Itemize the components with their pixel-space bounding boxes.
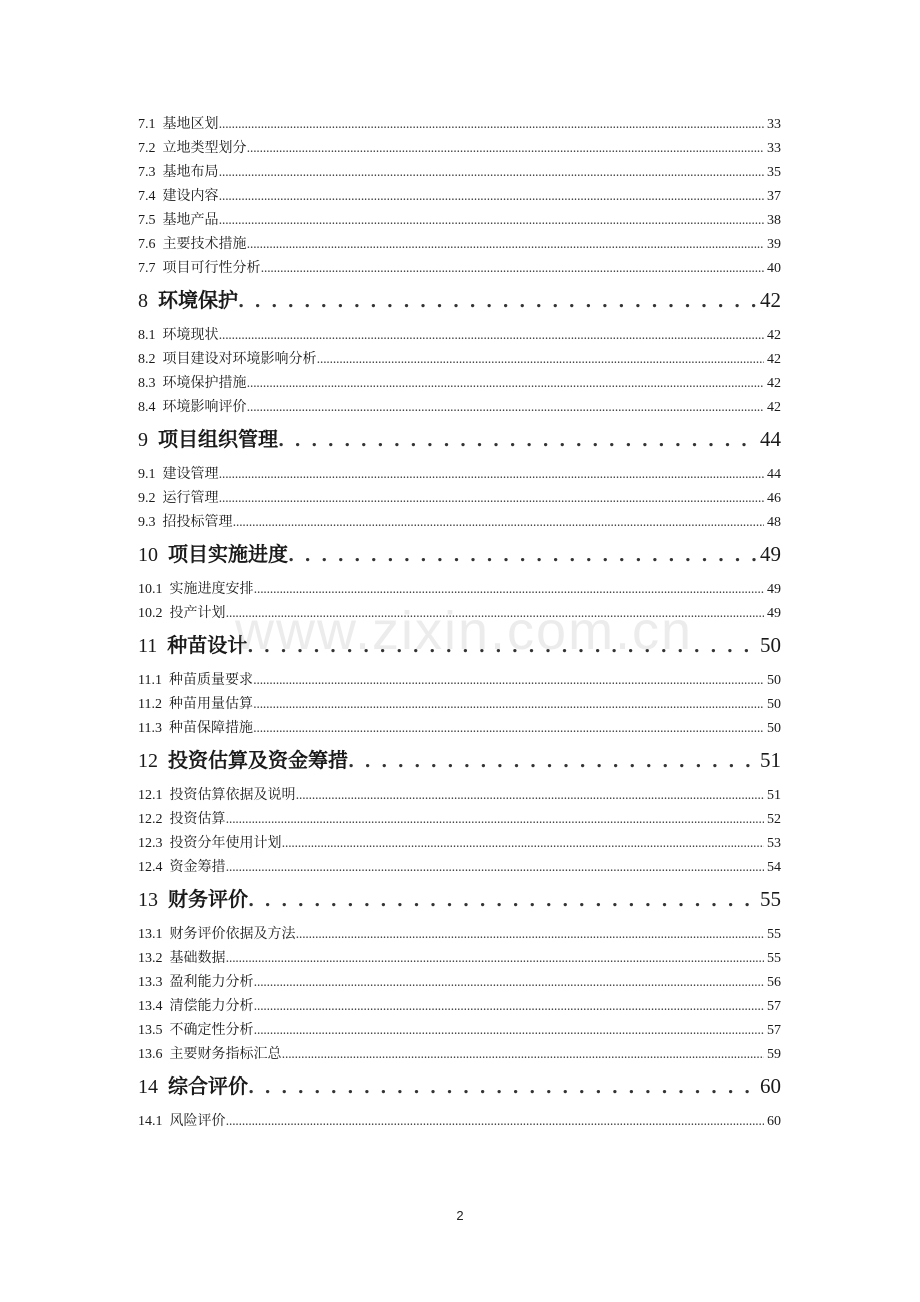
toc-entry-number: 13.6 (138, 1047, 163, 1062)
toc-entry-title: 环境影响评价 (162, 399, 247, 415)
toc-entry-title: 运行管理 (162, 490, 219, 506)
toc-entry-title: 种苗质量要求 (168, 672, 253, 688)
dot-leader (219, 323, 765, 347)
toc-entry-title: 招投标管理 (162, 514, 233, 530)
toc-entry-number: 11 (138, 635, 158, 657)
toc-entry-page: 35 (767, 165, 781, 180)
toc-entry-page: 44 (760, 427, 781, 451)
toc-entry-title: 投资分年使用计划 (169, 835, 282, 851)
toc-entry-page: 42 (767, 328, 781, 343)
toc-entry-page: 42 (767, 400, 781, 415)
toc-entry-number: 9 (138, 429, 148, 451)
toc-entry-number: 9.3 (138, 515, 156, 530)
toc-entry-title: 实施进度安排 (169, 581, 254, 597)
toc-entry-number: 10 (138, 544, 158, 566)
dot-leader (261, 256, 765, 280)
toc-chapter-entry[interactable] (138, 1068, 781, 1104)
toc-entry-title: 投资估算及资金筹措 (168, 748, 348, 772)
toc-entry-number: 13.4 (138, 999, 163, 1014)
watermark: www.zixin.com.cn (235, 601, 694, 661)
toc-entry-title: 种苗保障措施 (168, 720, 253, 736)
toc-entry-title: 基地产品 (162, 212, 219, 228)
toc-entry-number: 9.1 (138, 467, 156, 482)
toc-entry-page: 55 (760, 887, 781, 911)
toc-entry-page: 48 (767, 515, 781, 530)
toc-entry-page: 42 (767, 376, 781, 391)
toc-section-entry[interactable] (138, 184, 781, 208)
toc-entry-number: 12.3 (138, 836, 163, 851)
toc-chapter-entry[interactable] (138, 627, 781, 663)
toc-entry-title: 主要财务指标汇总 (169, 1046, 282, 1062)
dot-leader (253, 692, 764, 716)
dot-leader (247, 371, 765, 395)
toc-chapter-entry[interactable] (138, 421, 781, 457)
toc-entry-title: 环境保护 (158, 288, 238, 312)
toc-entry-page: 50 (767, 697, 781, 712)
toc-entry-title: 环境保护措施 (162, 375, 247, 391)
dot-leader (248, 881, 757, 917)
toc-entry-number: 7.2 (138, 141, 156, 156)
toc-entry-number: 14 (138, 1076, 158, 1098)
toc-entry-number: 8.1 (138, 328, 156, 343)
toc-section-entry[interactable] (138, 692, 781, 716)
toc-entry-page: 60 (767, 1114, 781, 1129)
dot-leader (288, 536, 757, 572)
dot-leader (254, 1018, 765, 1042)
toc-section-entry[interactable] (138, 323, 781, 347)
toc-entry-number: 12.4 (138, 860, 163, 875)
dot-leader (296, 783, 765, 807)
toc-entry-page: 42 (767, 352, 781, 367)
toc-entry-page: 60 (760, 1074, 781, 1098)
toc-entry-number: 12.2 (138, 812, 163, 827)
toc-entry-title: 财务评价 (168, 887, 248, 911)
toc-section-entry[interactable] (138, 970, 781, 994)
dot-leader (296, 922, 765, 946)
toc-entry-number: 12 (138, 750, 158, 772)
toc-entry-title: 环境现状 (162, 327, 219, 343)
toc-entry-number: 8.4 (138, 400, 156, 415)
toc-entry-page: 37 (767, 189, 781, 204)
toc-entry-number: 12.1 (138, 788, 163, 803)
dot-leader (219, 208, 765, 232)
toc-entry-page: 57 (767, 999, 781, 1014)
dot-leader (226, 855, 765, 879)
toc-entry-page: 57 (767, 1023, 781, 1038)
toc-section-entry[interactable] (138, 112, 781, 136)
toc-entry-page: 59 (767, 1047, 781, 1062)
toc-entry-title: 盈利能力分析 (169, 974, 254, 990)
toc-section-entry[interactable] (138, 208, 781, 232)
table-of-contents (138, 112, 781, 1133)
toc-entry-page: 33 (767, 117, 781, 132)
dot-leader (226, 601, 765, 625)
toc-entry-number: 8.2 (138, 352, 156, 367)
toc-entry-title: 立地类型划分 (162, 140, 247, 156)
toc-entry-number: 7.6 (138, 237, 156, 252)
toc-entry-page: 54 (767, 860, 781, 875)
dot-leader (226, 946, 765, 970)
dot-leader (253, 668, 764, 692)
toc-entry-title: 基础数据 (169, 950, 226, 966)
toc-entry-page: 51 (760, 748, 781, 772)
toc-section-entry[interactable] (138, 395, 781, 419)
dot-leader (348, 742, 757, 778)
toc-entry-number: 11.1 (138, 673, 162, 688)
toc-section-entry[interactable] (138, 946, 781, 970)
toc-entry-number: 13.3 (138, 975, 163, 990)
toc-entry-page: 50 (767, 673, 781, 688)
toc-entry-page: 53 (767, 836, 781, 851)
toc-section-entry[interactable] (138, 783, 781, 807)
toc-entry-title: 不确定性分析 (169, 1022, 254, 1038)
toc-entry-title: 基地区划 (162, 116, 219, 132)
toc-section-entry[interactable] (138, 347, 781, 371)
dot-leader (219, 184, 765, 208)
toc-entry-number: 10.1 (138, 582, 163, 597)
toc-entry-title: 基地布局 (162, 164, 219, 180)
dot-leader (254, 970, 765, 994)
dot-leader (247, 136, 765, 160)
toc-entry-number: 10.2 (138, 606, 163, 621)
toc-entry-page: 40 (767, 261, 781, 276)
toc-chapter-entry[interactable] (138, 881, 781, 917)
toc-entry-page: 46 (767, 491, 781, 506)
toc-section-entry[interactable] (138, 1018, 781, 1042)
page-number: 2 (456, 1208, 464, 1223)
toc-section-entry[interactable] (138, 831, 781, 855)
toc-section-entry[interactable] (138, 922, 781, 946)
toc-entry-number: 9.2 (138, 491, 156, 506)
dot-leader (247, 232, 765, 256)
dot-leader (238, 282, 757, 318)
toc-entry-title: 主要技术措施 (162, 236, 247, 252)
toc-entry-number: 11.2 (138, 697, 162, 712)
toc-entry-title: 项目建设对环境影响分析 (162, 351, 317, 367)
toc-section-entry[interactable] (138, 232, 781, 256)
dot-leader (317, 347, 765, 371)
dot-leader (247, 395, 765, 419)
dot-leader (219, 160, 765, 184)
toc-section-entry[interactable] (138, 855, 781, 879)
toc-chapter-entry[interactable] (138, 282, 781, 318)
toc-section-entry[interactable] (138, 994, 781, 1018)
toc-entry-page: 49 (767, 606, 781, 621)
dot-leader (254, 994, 765, 1018)
toc-section-entry[interactable] (138, 371, 781, 395)
toc-entry-page: 33 (767, 141, 781, 156)
toc-entry-title: 种苗设计 (167, 633, 248, 657)
toc-entry-page: 50 (767, 721, 781, 736)
dot-leader (253, 716, 764, 740)
dot-leader (226, 1109, 765, 1133)
toc-entry-number: 13 (138, 889, 158, 911)
toc-entry-page: 38 (767, 213, 781, 228)
dot-leader (219, 486, 765, 510)
toc-entry-page: 39 (767, 237, 781, 252)
toc-entry-title: 资金筹措 (169, 859, 226, 875)
toc-entry-title: 项目实施进度 (168, 542, 288, 566)
toc-entry-number: 7.5 (138, 213, 156, 228)
toc-entry-page: 49 (767, 582, 781, 597)
toc-entry-title: 财务评价依据及方法 (169, 926, 296, 942)
toc-section-entry[interactable] (138, 601, 781, 625)
toc-entry-title: 综合评价 (168, 1074, 248, 1098)
toc-entry-number: 7.7 (138, 261, 156, 276)
toc-section-entry[interactable] (138, 256, 781, 280)
toc-chapter-entry[interactable] (138, 742, 781, 778)
toc-section-entry[interactable] (138, 510, 781, 534)
toc-chapter-entry[interactable] (138, 536, 781, 572)
toc-entry-title: 清偿能力分析 (169, 998, 254, 1014)
dot-leader (248, 1068, 757, 1104)
toc-entry-page: 52 (767, 812, 781, 827)
toc-entry-title: 建设管理 (162, 466, 219, 482)
toc-section-entry[interactable] (138, 1109, 781, 1133)
toc-entry-number: 7.3 (138, 165, 156, 180)
toc-entry-title: 项目组织管理 (158, 427, 278, 451)
toc-entry-title: 风险评价 (169, 1113, 226, 1129)
toc-section-entry[interactable] (138, 486, 781, 510)
toc-entry-number: 14.1 (138, 1114, 163, 1129)
toc-entry-title: 项目可行性分析 (162, 260, 261, 276)
dot-leader (219, 112, 765, 136)
toc-entry-page: 42 (760, 288, 781, 312)
toc-entry-title: 投产计划 (169, 605, 226, 621)
toc-entry-page: 55 (767, 927, 781, 942)
dot-leader (247, 627, 757, 663)
toc-entry-number: 13.5 (138, 1023, 163, 1038)
toc-entry-title: 种苗用量估算 (168, 696, 253, 712)
toc-section-entry[interactable] (138, 462, 781, 486)
toc-section-entry[interactable] (138, 160, 781, 184)
toc-section-entry[interactable] (138, 577, 781, 601)
toc-entry-page: 51 (767, 788, 781, 803)
dot-leader (233, 510, 765, 534)
toc-entry-number: 8 (138, 290, 148, 312)
toc-entry-page: 44 (767, 467, 781, 482)
toc-entry-number: 11.3 (138, 721, 162, 736)
toc-entry-page: 50 (760, 633, 781, 657)
toc-entry-number: 7.4 (138, 189, 156, 204)
dot-leader (226, 807, 765, 831)
toc-entry-number: 8.3 (138, 376, 156, 391)
toc-entry-number: 13.2 (138, 951, 163, 966)
dot-leader (282, 831, 765, 855)
toc-section-entry[interactable] (138, 668, 781, 692)
toc-entry-page: 55 (767, 951, 781, 966)
dot-leader (282, 1042, 765, 1066)
toc-section-entry[interactable] (138, 716, 781, 740)
dot-leader (219, 462, 765, 486)
toc-entry-number: 7.1 (138, 117, 156, 132)
toc-entry-page: 49 (760, 542, 781, 566)
toc-section-entry[interactable] (138, 807, 781, 831)
toc-section-entry[interactable] (138, 1042, 781, 1066)
dot-leader (254, 577, 765, 601)
toc-entry-number: 13.1 (138, 927, 163, 942)
toc-entry-title: 建设内容 (162, 188, 219, 204)
dot-leader (278, 421, 757, 457)
toc-entry-title: 投资估算 (169, 811, 226, 827)
toc-section-entry[interactable] (138, 136, 781, 160)
toc-entry-page: 56 (767, 975, 781, 990)
toc-entry-title: 投资估算依据及说明 (169, 787, 296, 803)
